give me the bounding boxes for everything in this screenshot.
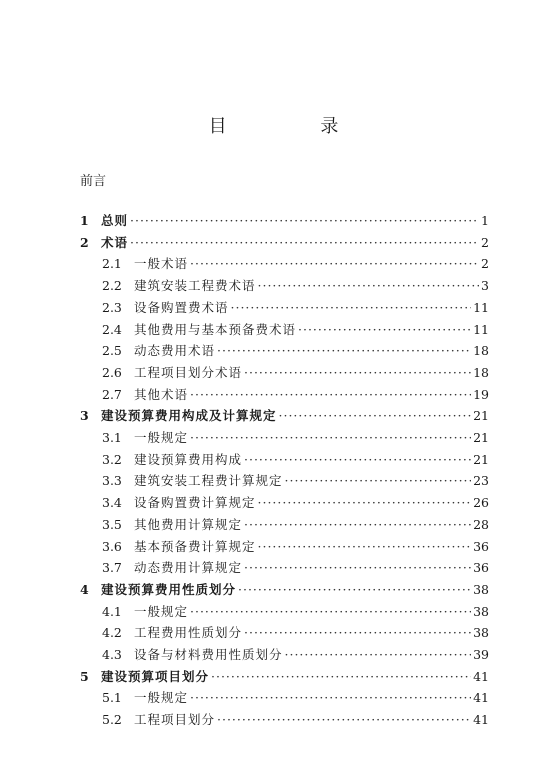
toc-entry-page-number: 21 xyxy=(473,430,489,445)
toc-entry-page-number: 11 xyxy=(473,299,489,315)
toc-entry-number: 1 xyxy=(80,213,89,228)
toc-entry-title: 建设预算费用构成及计算规定 xyxy=(101,408,277,424)
toc-preface-entry[interactable]: 前言 xyxy=(80,174,107,189)
toc-entry-number: 2.2 xyxy=(102,278,122,294)
toc-entry[interactable] xyxy=(0,514,547,536)
toc-entry-number: 3.5 xyxy=(102,516,122,532)
toc-entry[interactable] xyxy=(0,449,547,471)
toc-entry[interactable] xyxy=(0,709,547,731)
toc-entry-number: 5.2 xyxy=(102,712,122,728)
toc-entry-title: 工程项目划分 xyxy=(134,712,216,728)
toc-entry-page-number: 38 xyxy=(473,603,489,619)
toc-entry-page-number: 39 xyxy=(473,647,489,662)
toc-entry[interactable] xyxy=(0,319,547,341)
dot-leader xyxy=(279,405,472,427)
toc-entry-number: 3.4 xyxy=(102,495,122,511)
toc-entry-page-number: 38 xyxy=(473,581,489,597)
dot-leader xyxy=(190,253,479,275)
dot-leader xyxy=(211,666,471,688)
toc-entry-number: 4.3 xyxy=(102,647,122,662)
toc-entry-page-number: 41 xyxy=(473,712,489,728)
toc-entry-title: 动态费用计算规定 xyxy=(134,560,243,576)
toc-entry-number: 2.6 xyxy=(102,364,122,380)
dot-leader xyxy=(258,536,472,558)
toc-entry[interactable] xyxy=(0,622,547,644)
toc-entry[interactable] xyxy=(0,492,547,514)
toc-entry-title: 工程费用性质划分 xyxy=(134,625,243,641)
toc-entry[interactable] xyxy=(0,275,547,297)
dot-leader xyxy=(285,470,472,492)
toc-entry-page-number: 41 xyxy=(473,668,489,684)
toc-entry-title: 工程项目划分术语 xyxy=(134,364,243,380)
toc-entry-page-number: 41 xyxy=(473,690,489,706)
dot-leader xyxy=(244,557,471,579)
toc-entry-page-number: 2 xyxy=(481,256,489,272)
toc-entry-page-number: 2 xyxy=(481,234,489,250)
toc-entry-title: 一般规定 xyxy=(134,430,189,445)
toc-entry-page-number: 23 xyxy=(473,473,489,489)
dot-leader xyxy=(231,297,472,319)
toc-entry[interactable] xyxy=(0,579,547,601)
toc-entry-title: 一般规定 xyxy=(134,690,189,706)
toc-entry-title: 建筑安装工程费术语 xyxy=(134,278,256,294)
toc-entry-number: 2.5 xyxy=(102,343,122,359)
toc-entry[interactable] xyxy=(0,232,547,254)
toc-entry-title: 一般术语 xyxy=(134,256,189,272)
toc-entry[interactable] xyxy=(0,666,547,688)
toc-entry-number: 2.1 xyxy=(102,256,122,272)
dot-leader xyxy=(244,622,471,644)
toc-entry-title: 建筑安装工程费计算规定 xyxy=(134,473,283,489)
toc-entry-title: 其他术语 xyxy=(134,386,189,402)
toc-entry[interactable] xyxy=(0,427,547,449)
toc-entry-number: 3.6 xyxy=(102,538,122,554)
toc-entry[interactable] xyxy=(0,687,547,709)
toc-entry-title: 建设预算费用构成 xyxy=(134,451,243,467)
toc-entry-title: 建设预算项目划分 xyxy=(101,668,210,684)
toc-entry-number: 3.3 xyxy=(102,473,122,489)
toc-entry-number: 2.4 xyxy=(102,321,122,337)
dot-leader xyxy=(258,275,479,297)
page-title: 目 录 xyxy=(208,116,383,137)
dot-leader xyxy=(217,709,471,731)
toc-entry-title: 设备购置费计算规定 xyxy=(134,495,256,511)
toc-entry-title: 建设预算费用性质划分 xyxy=(101,581,237,597)
toc-entry[interactable] xyxy=(0,253,547,275)
toc-entry-page-number: 36 xyxy=(473,560,489,576)
toc-entry-page-number: 21 xyxy=(473,451,489,467)
toc-entry[interactable] xyxy=(0,644,547,666)
toc-entry-page-number: 1 xyxy=(481,213,489,228)
dot-leader xyxy=(238,579,471,601)
toc-entry-number: 5.1 xyxy=(102,690,122,706)
dot-leader xyxy=(190,601,471,623)
toc-entry-title: 其他费用计算规定 xyxy=(134,516,243,532)
dot-leader xyxy=(190,427,471,449)
toc-entry-page-number: 36 xyxy=(473,538,489,554)
dot-leader xyxy=(244,362,471,384)
toc-entry-title: 动态费用术语 xyxy=(134,343,216,359)
toc-entry-page-number: 21 xyxy=(473,408,489,424)
dot-leader xyxy=(298,319,471,341)
toc-entry[interactable] xyxy=(0,210,547,232)
toc-entry-title: 基本预备费计算规定 xyxy=(134,538,256,554)
toc-entry-page-number: 18 xyxy=(473,343,489,359)
toc-entry-number: 4 xyxy=(80,581,89,597)
toc-entry-number: 2 xyxy=(80,234,89,250)
toc-entry-page-number: 26 xyxy=(473,495,489,511)
toc-entry-title: 总则 xyxy=(101,213,129,228)
toc-entry-number: 2.3 xyxy=(102,299,122,315)
toc-entry[interactable] xyxy=(0,297,547,319)
toc-entry-title: 设备购置费术语 xyxy=(134,299,229,315)
dot-leader xyxy=(190,384,471,406)
toc-entry[interactable] xyxy=(0,362,547,384)
toc-entry[interactable] xyxy=(0,340,547,362)
toc-entry-number: 4.1 xyxy=(102,603,122,619)
toc-entry-page-number: 11 xyxy=(473,321,489,337)
toc-entry[interactable] xyxy=(0,405,547,427)
toc-entry-page-number: 19 xyxy=(473,386,489,402)
dot-leader xyxy=(130,232,479,254)
toc-entry-number: 3 xyxy=(80,408,89,424)
toc-entry-title: 设备与材料费用性质划分 xyxy=(134,647,283,662)
dot-leader xyxy=(258,492,472,514)
toc-entry-number: 5 xyxy=(80,668,89,684)
toc-entry-number: 4.2 xyxy=(102,625,122,641)
toc-entry-number: 3.2 xyxy=(102,451,122,467)
dot-leader xyxy=(244,449,471,471)
toc-entry-page-number: 28 xyxy=(473,516,489,532)
toc-entry-title: 术语 xyxy=(101,234,129,250)
toc-entry[interactable] xyxy=(0,536,547,558)
toc-entry[interactable] xyxy=(0,601,547,623)
toc-entry[interactable] xyxy=(0,470,547,492)
dot-leader xyxy=(285,644,472,666)
dot-leader xyxy=(190,687,471,709)
toc-entry-title: 一般规定 xyxy=(134,603,189,619)
toc-entry-page-number: 18 xyxy=(473,364,489,380)
toc-entry-number: 3.7 xyxy=(102,560,122,576)
toc-entry-page-number: 3 xyxy=(481,278,489,294)
dot-leader xyxy=(217,340,471,362)
toc-entry-title: 其他费用与基本预备费术语 xyxy=(134,321,297,337)
toc-entry-number: 2.7 xyxy=(102,386,122,402)
dot-leader xyxy=(130,210,479,232)
toc-entry-number: 3.1 xyxy=(102,430,122,445)
toc-entry-page-number: 38 xyxy=(473,625,489,641)
toc-entry[interactable] xyxy=(0,384,547,406)
dot-leader xyxy=(244,514,471,536)
toc-entry[interactable] xyxy=(0,557,547,579)
